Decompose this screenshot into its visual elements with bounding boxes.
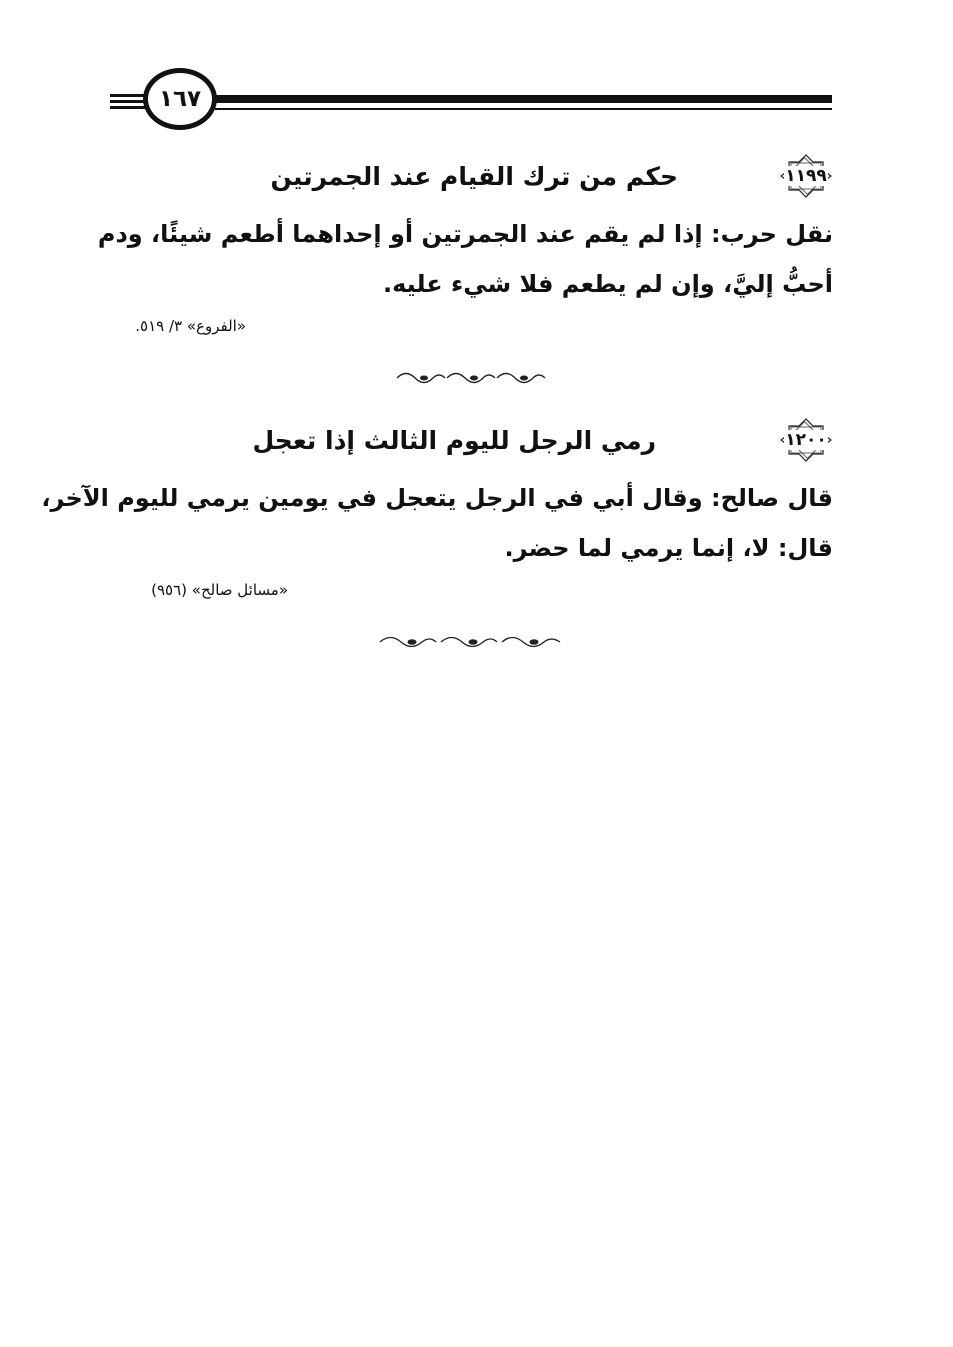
entry-source: «الفروع» ٣/ ٥١٩. [135, 317, 246, 335]
entry-number-medallion [778, 153, 834, 199]
entry-number: ١١٩٩ [785, 166, 827, 186]
entry-source: «مسائل صالح» (٩٥٦) [151, 581, 288, 599]
header-rule-thin [215, 108, 832, 110]
entry-text-line: قال: لا، إنما يرمي لما حضر. [504, 534, 833, 562]
header-rule-thick [215, 95, 832, 103]
entry-number: ١٢٠٠ [785, 430, 827, 450]
entry-title: حكم من ترك القيام عند الجمرتين [270, 162, 678, 191]
entry-number-medallion [778, 417, 834, 463]
entry-text-line: قال صالح: وقال أبي في الرجل يتعجل في يومين يرمي لليوم الآخر، [41, 484, 833, 512]
entry-title: رمي الرجل لليوم الثالث إذا تعجل [252, 426, 656, 455]
floral-divider-icon [395, 372, 547, 384]
header-rule-left [110, 106, 148, 109]
page-number: ١٦٧ [143, 68, 217, 130]
entry-text-line: أحبُّ إليَّ، وإن لم يطعم فلا شيء عليه. [382, 270, 833, 298]
floral-divider-icon [378, 636, 562, 649]
entry-text-line: نقل حرب: إذا لم يقم عند الجمرتين أو إحداهما أطعم شيئًا، ودم [97, 220, 833, 248]
